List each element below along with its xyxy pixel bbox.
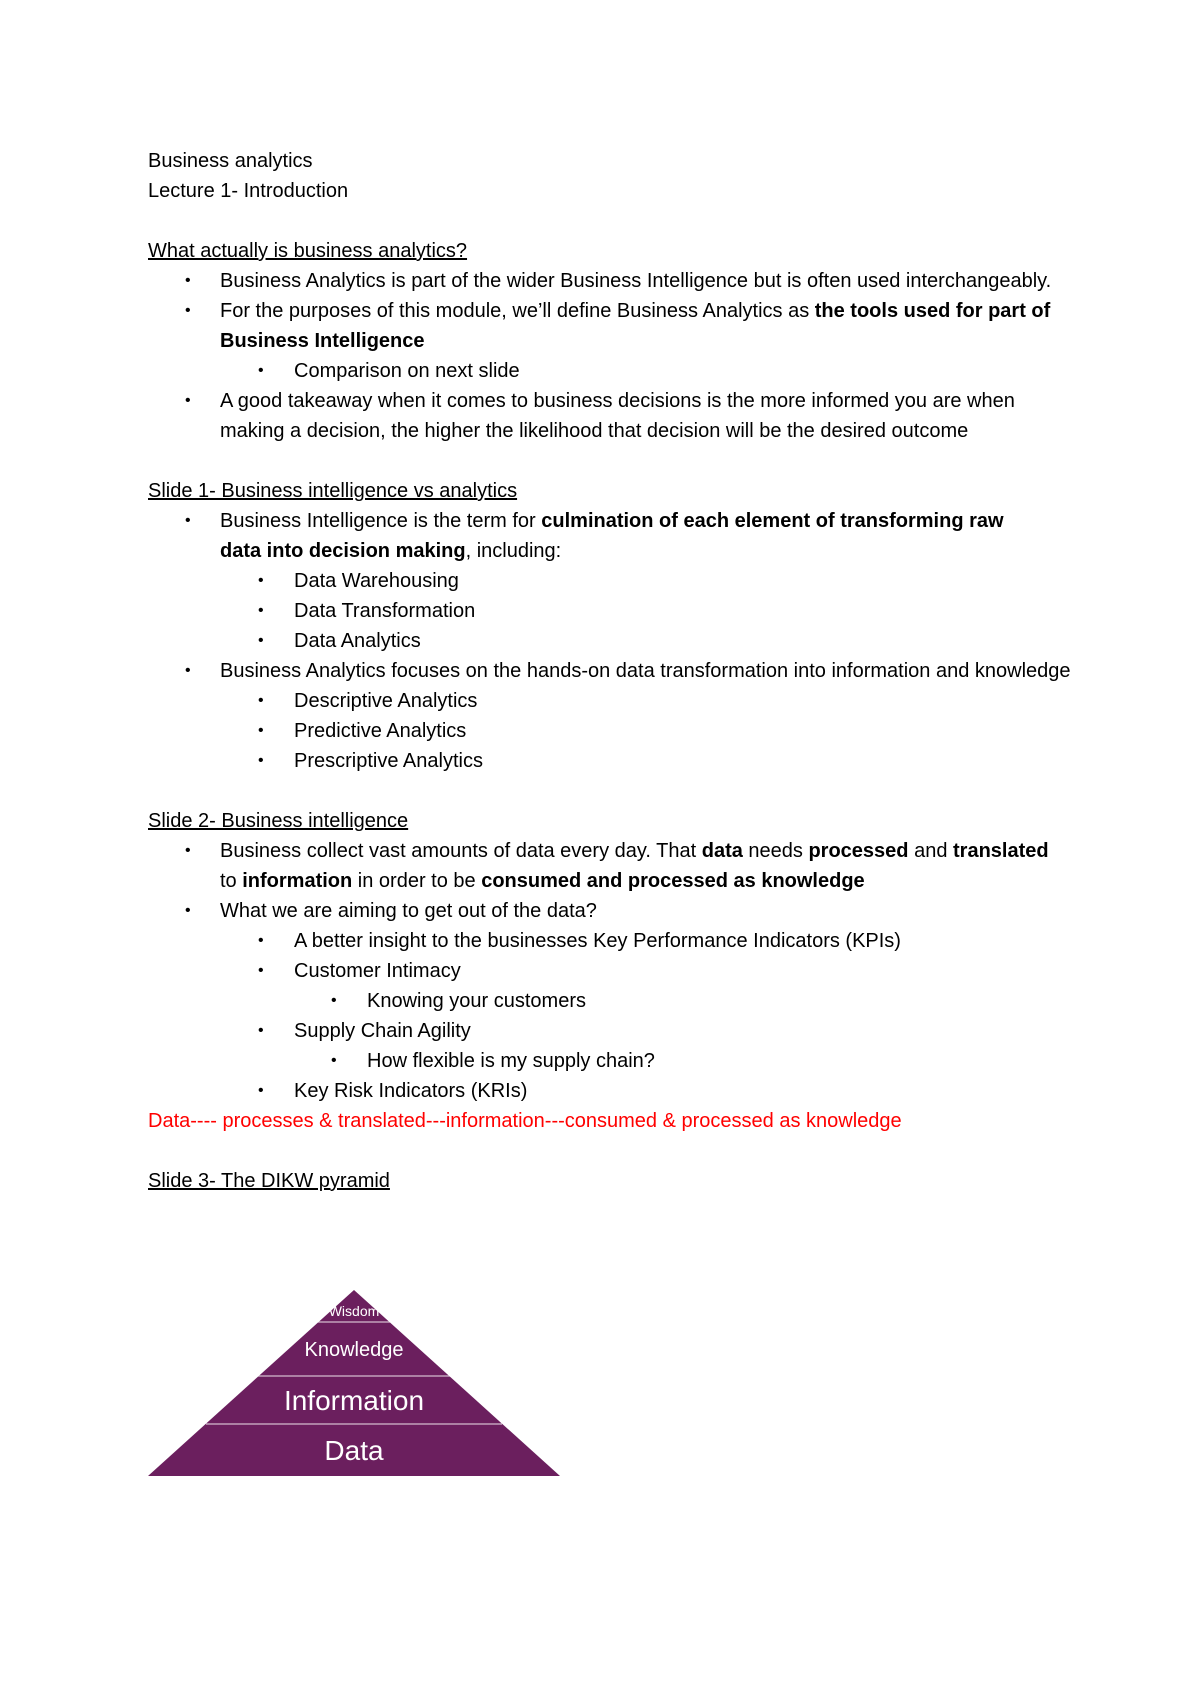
list-item: • Data Warehousing (148, 566, 1088, 596)
list-item: • Customer Intimacy (148, 956, 1088, 986)
pyramid-level-wisdom: Wisdom (328, 1303, 380, 1319)
list-item: • What we are aiming to get out of the data? (148, 896, 1088, 926)
list-item: • Key Risk Indicators (KRIs) (148, 1076, 1088, 1106)
list-item: • Supply Chain Agility (148, 1016, 1088, 1046)
section-heading-slide-1: Slide 1- Business intelligence vs analytics (148, 480, 518, 502)
list-item: • For the purposes of this module, we’ll define Business Analytics as the tools used for part of Business Intelligence (148, 296, 1088, 356)
list-item: • A good takeaway when it comes to business decisions is the more informed you are when making a decision, the higher the likelihood that decision will be the desired outcome (148, 386, 1088, 446)
list-item: • Prescriptive Analytics (148, 746, 1088, 776)
document-title: Business analytics (148, 150, 313, 172)
list-item: • Knowing your customers (148, 986, 1088, 1016)
section-list-what-is-ba (148, 266, 1088, 446)
list-item: • Business Analytics focuses on the hands-on data transformation into information and knowledge (148, 656, 1088, 686)
pyramid-level-information: Information (283, 1385, 425, 1416)
document-page (148, 146, 1088, 1196)
flow-summary: Data---- processes & translated---information---consumed & processed as knowledge (148, 1110, 902, 1132)
section-heading-what-is-ba: What actually is business analytics? (148, 240, 468, 262)
section-heading-slide-3: Slide 3- The DIKW pyramid (148, 1170, 390, 1192)
list-item: • Predictive Analytics (148, 716, 1088, 746)
section-list-slide-1 (148, 506, 1088, 776)
list-item: • Descriptive Analytics (148, 686, 1088, 716)
list-item: • Comparison on next slide (148, 356, 1088, 386)
dikw-pyramid (148, 1290, 560, 1476)
list-item: • Business collect vast amounts of data every day. That data needs processed and translated to information in order to be consumed and processed as knowledge (148, 836, 1088, 896)
pyramid-level-knowledge: Knowledge (304, 1339, 404, 1361)
list-item: • How flexible is my supply chain? (148, 1046, 1088, 1076)
pyramid-level-data: Data (324, 1435, 384, 1466)
list-item: • Business Intelligence is the term for culmination of each element of transforming raw data into decision making, including: (148, 506, 1088, 566)
section-list-slide-2 (148, 836, 1088, 1106)
list-item: • Data Transformation (148, 596, 1088, 626)
section-heading-slide-2: Slide 2- Business intelligence (148, 810, 409, 832)
list-item: • Data Analytics (148, 626, 1088, 656)
list-item: • A better insight to the businesses Key Performance Indicators (KPIs) (148, 926, 1088, 956)
document-subtitle: Lecture 1- Introduction (148, 180, 349, 202)
list-item: • Business Analytics is part of the wider Business Intelligence but is often used interchangeably. (148, 266, 1088, 296)
